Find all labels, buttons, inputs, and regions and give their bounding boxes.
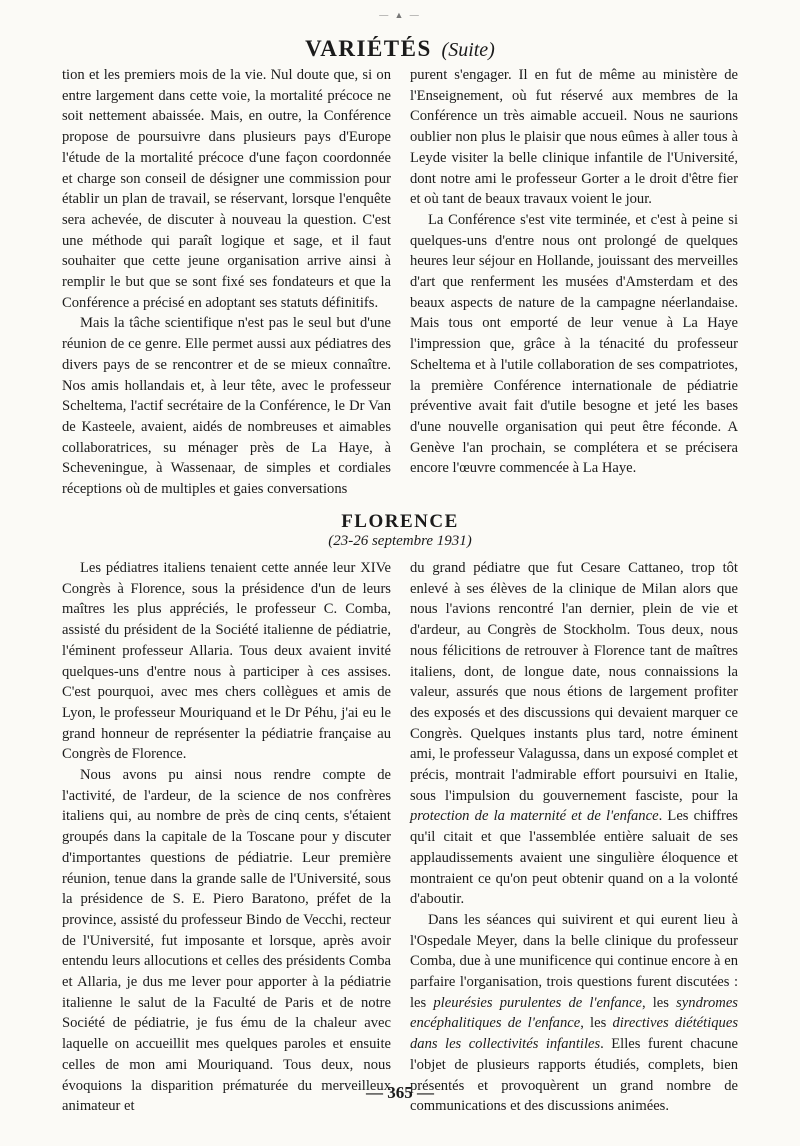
paragraph: purent s'engager. Il en fut de même au ministère de l'Enseignement, où fut réservé aux membres de la Conférence un très aimable accueil. Nous ne saurions oublier non plus le plaisir que nous eûmes à aller tous à Leyde visiter la belle clinique infantile de l'Université, dont notre ami le professeur Gorter a le droit d'être fier et où tant de beaux travaux voient le jour. (410, 67, 738, 208)
paragraph: La Conférence s'est vite terminée, et c'est à peine si quelques-uns d'entre nous ont prolongé de quelques heures leur séjour en Hollande, jouissant des merveilles d'art que renferment les musées d'Amsterdam et des beaux aspects de nature de la campagne néerlandaise. Mais tous ont emporté de leur venue à La Haye l'impression que, grâce à la ténacité du professeur Scheltema et à l'utile collaboration de ses compatriotes, la première Conférence internationale de pédiatrie préventive avait fait d'utile besogne et jeté les bases d'une nouvelle organisation qui peut être féconde. A Genève l'an prochain, se complétera et se précisera encore l'œuvre commencée à La Haye. (410, 211, 738, 477)
italic-term: directives diététiques dans les collectivités infantiles (410, 1015, 739, 1053)
text-run: . Elles furent chacune l'objet de plusieurs rapports étudiés, complets, bien présentés et provoquèrent un grand nombre de communications et des discussions animées. (410, 1036, 738, 1115)
section-dates: (23-26 septembre 1931) (328, 533, 472, 549)
paragraph (410, 558, 738, 910)
section-title: FLORENCE (341, 511, 459, 532)
text-run: , les (641, 994, 669, 1011)
page-mark: — ▲ — (379, 10, 421, 20)
paragraph: Nous avons pu ainsi nous rendre compte de l'activité, de l'ardeur, de la science de nos confrères italiens qui, au nombre de près de cinq cents, s'étaient groupés dans la capitale de la Toscane pour y discuter d'importantes questions de pédiatrie. Leur première réunion, tenue dans la grande salle de l'Université, sous la présidence de S. E. Piero Baratono, préfet de la province, assisté du professeur Bindo de Vecchi, recteur de l'Université, fut imposante et lorsque, après avoir entendu leurs allocutions et celles des présidents Comba et Allaria, je dus me lever pour apporter à la pédiatrie italienne le salut de la Faculté de Paris et de notre Société de pédiatrie, je fus ému de la chaleur avec laquelle on accueillit mes quelques paroles et ensuite celles de mon ami Mouriquand. Tous deux, nous évoquions la disparition prématurée du merveilleux animateur et (62, 767, 391, 1115)
column-top-right (410, 65, 738, 479)
italic-term: protection de la maternité et de l'enfance (410, 808, 659, 825)
text-run: Dans les séances qui suivirent et qui eurent lieu à l'Ospedale Meyer, dans la belle clinique du professeur Comba, due à une munificence qui continue encore à en parfaire l'organisation, trois questions furent discutées : les (410, 911, 738, 1011)
text-run: du grand pédiatre que fut Cesare Cattaneo, trop tôt enlevé à ses élèves de la clinique de Milan alors que nous l'avions rencontré l'an dernier, plein de vie et d'ardeur, au Congrès de Stockholm. Tous deux, nous nous félicitions de retrouver à Florence tant de maîtres italiens, dont, de longue date, nous connaissions la valeur, assurés que nous étions de largement profiter des exposés et des discussions qui devaient marquer ce Congrès. Quelques instants plus tard, notre éminent ami, le professeur Valagussa, dans un exposé complet et précis, montrait l'admirable effort poursuivi en Italie, sous l'impulsion du gouvernement fasciste, pour la (410, 560, 738, 804)
paragraph: Mais la tâche scientifique n'est pas le seul but d'une réunion de ce genre. Elle permet aussi aux pédiatres des divers pays de se rencontrer et de se mieux connaître. Nos amis hollandais et, à leur tête, avec le professeur Scheltema, l'actif secrétaire de la Conférence, le Dr Van de Kasteele, avaient, aidés de nombreuses et aimables collaboratrices, su ménager près de La Haye, à Scheveningue, à Wassenaar, de simples et cordiales réceptions où de multiples et gaies conversations (62, 315, 391, 498)
italic-term: pleurésies purulentes de l'enfance (433, 994, 642, 1011)
page-number: — 365 — (366, 1083, 434, 1102)
column-top-left (62, 65, 391, 500)
header-title: VARIÉTÉS (305, 36, 432, 61)
running-header (0, 36, 800, 63)
paragraph: Les pédiatres italiens tenaient cette année leur XIVe Congrès à Florence, sous la présidence d'un de leurs maîtres les plus appréciés, le professeur C. Comba, assisté du président de la Société italienne de pédiatrie, l'éminent professeur Allaria. Tous deux avaient invité quelques-uns d'entre nous à participer à ces assises. C'est pourquoi, avec mes chers collègues et amis de Lyon, le professeur Mouriquand et le Dr Péhu, j'ai eu le grand honneur de représenter la pédiatrie française au Congrès de Florence. (62, 560, 391, 763)
header-suite: (Suite) (441, 39, 495, 61)
column-bottom-left (62, 558, 391, 1117)
text-run: , les (580, 1015, 607, 1032)
paragraph: tion et les premiers mois de la vie. Nul doute que, si on entre largement dans cette voie, la mortalité précoce ne soit nettement abaissée. Mais, en outre, la Conférence propose de poursuivre dans plusieurs pays d'Europe l'étude de la mortalité précoce d'une façon coordonnée et charge son conseil de désigner une commission pour établir un plan de travail, se réservant, lorsque l'enquête sera achevée, de discuter à nouveau la question. C'est une méthode qui paraît logique et sage, et il faut souhaiter que cette jeune organisation arrive ainsi à remplir le but que se sont fixé ses fondateurs et que la Conférence a précisé en adoptant ses statuts définitifs. (62, 67, 391, 311)
column-bottom-right (410, 558, 738, 1117)
text-run: . Les chiffres qu'il citait et que l'assemblée entière saluait de ses applaudissements avaient une singulière éloquence et montraient ce qu'on peut obtenir quand on a la volonté d'aboutir. (410, 808, 738, 908)
italic-term: syndromes encéphalitiques de l'enfance (410, 994, 738, 1032)
